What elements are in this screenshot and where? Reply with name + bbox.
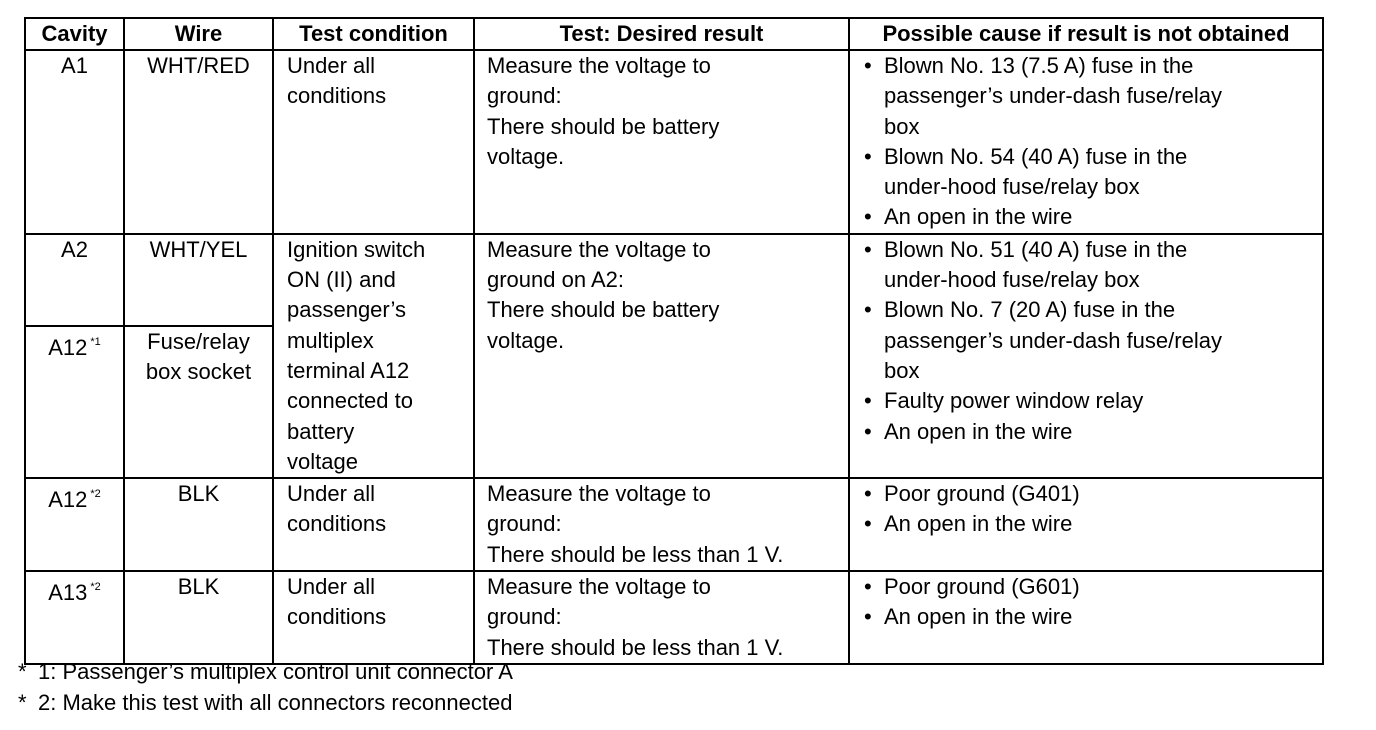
header-test-condition: Test condition: [273, 18, 474, 50]
asterisk-mark: *: [18, 659, 27, 684]
cause-cell: [849, 50, 1323, 234]
test-table: [24, 17, 1324, 665]
result-cell: Measure the voltage to ground on A2: There should be battery voltage.: [474, 234, 849, 478]
header-wire: Wire: [124, 18, 273, 50]
condition-cell: Under all conditions: [273, 571, 474, 664]
bullet-icon: •: [864, 418, 872, 444]
cavity-cell: A1: [25, 50, 124, 234]
table-row: [25, 50, 1323, 234]
header-row: [25, 18, 1323, 50]
bullet-icon: •: [864, 143, 872, 169]
footnotes: [18, 657, 513, 718]
header-desired-result: Test: Desired result: [474, 18, 849, 50]
header-possible-cause: Possible cause if result is not obtained: [849, 18, 1323, 50]
bullet-icon: •: [864, 604, 872, 630]
bullet-icon: •: [864, 236, 872, 262]
cause-item: • An open in the wire: [850, 602, 1322, 632]
cause-cell: [849, 234, 1323, 478]
cavity-cell: A13 $^{*2}$: [25, 571, 124, 664]
bullet-icon: •: [864, 53, 872, 78]
bullet-icon: •: [864, 511, 872, 537]
bullet-icon: •: [864, 388, 872, 414]
cause-item: • Blown No. 7 (20 A) fuse in the passenger’s under-dash fuse/relay box: [864, 297, 1222, 383]
asterisk-mark: *: [18, 689, 27, 715]
condition-cell: Under all conditions: [273, 50, 474, 234]
table-row: [25, 478, 1323, 571]
cause-item: • An open in the wire: [850, 202, 1322, 232]
cause-item: • Blown No. 13 (7.5 A) fuse in the passenger’s under-dash fuse/relay box: [864, 53, 1222, 139]
bullet-icon: •: [864, 481, 872, 507]
result-cell: Measure the voltage to ground: There should be battery voltage.: [474, 50, 849, 234]
wire-cell: BLK: [124, 571, 273, 664]
wire-cell: Fuse/relay box socket: [124, 326, 273, 478]
result-cell: Measure the voltage to ground: There should be less than 1 V.: [474, 478, 849, 571]
footnote-2: * 2: Make this test with all connectors reconnected: [18, 688, 513, 719]
condition-cell: Under all conditions: [273, 478, 474, 571]
cause-cell: [849, 478, 1323, 571]
cause-item: • An open in the wire: [850, 417, 1322, 447]
cause-cell: [849, 571, 1323, 664]
bullet-icon: •: [864, 574, 872, 600]
footnote-ref: *2: [90, 581, 101, 594]
cause-item: • Blown No. 51 (40 A) fuse in the under-hood fuse/relay box: [864, 236, 1188, 293]
wire-cell: BLK: [124, 478, 273, 571]
cavity-cell: A12 $^{*2}$: [25, 478, 124, 571]
cavity-cell: A2: [25, 234, 124, 326]
header-cavity: Cavity: [25, 18, 124, 50]
cavity-cell: A12 $^{*1}$: [25, 326, 124, 478]
cause-item: • Faulty power window relay: [850, 386, 1322, 416]
cause-item: • Poor ground (G401): [850, 479, 1322, 509]
result-cell: Measure the voltage to ground: There should be less than 1 V.: [474, 571, 849, 664]
table-row: [25, 571, 1323, 664]
cause-item: • Blown No. 54 (40 A) fuse in the under-hood fuse/relay box: [864, 143, 1188, 200]
cause-item: • An open in the wire: [850, 509, 1322, 539]
footnote-1: * 1: Passenger’s multiplex control unit connector A: [18, 657, 513, 688]
cause-item: • Poor ground (G601): [850, 572, 1322, 602]
footnote-ref: *1: [90, 335, 101, 348]
wire-cell: WHT/YEL: [124, 234, 273, 326]
bullet-icon: •: [864, 204, 872, 230]
condition-cell: Ignition switch ON (II) and passenger’s multiplex terminal A12 connected to battery voltage: [273, 234, 474, 478]
wire-cell: WHT/RED: [124, 50, 273, 234]
footnote-ref: *2: [90, 488, 101, 501]
bullet-icon: •: [864, 297, 872, 323]
table-row: [25, 234, 1323, 326]
